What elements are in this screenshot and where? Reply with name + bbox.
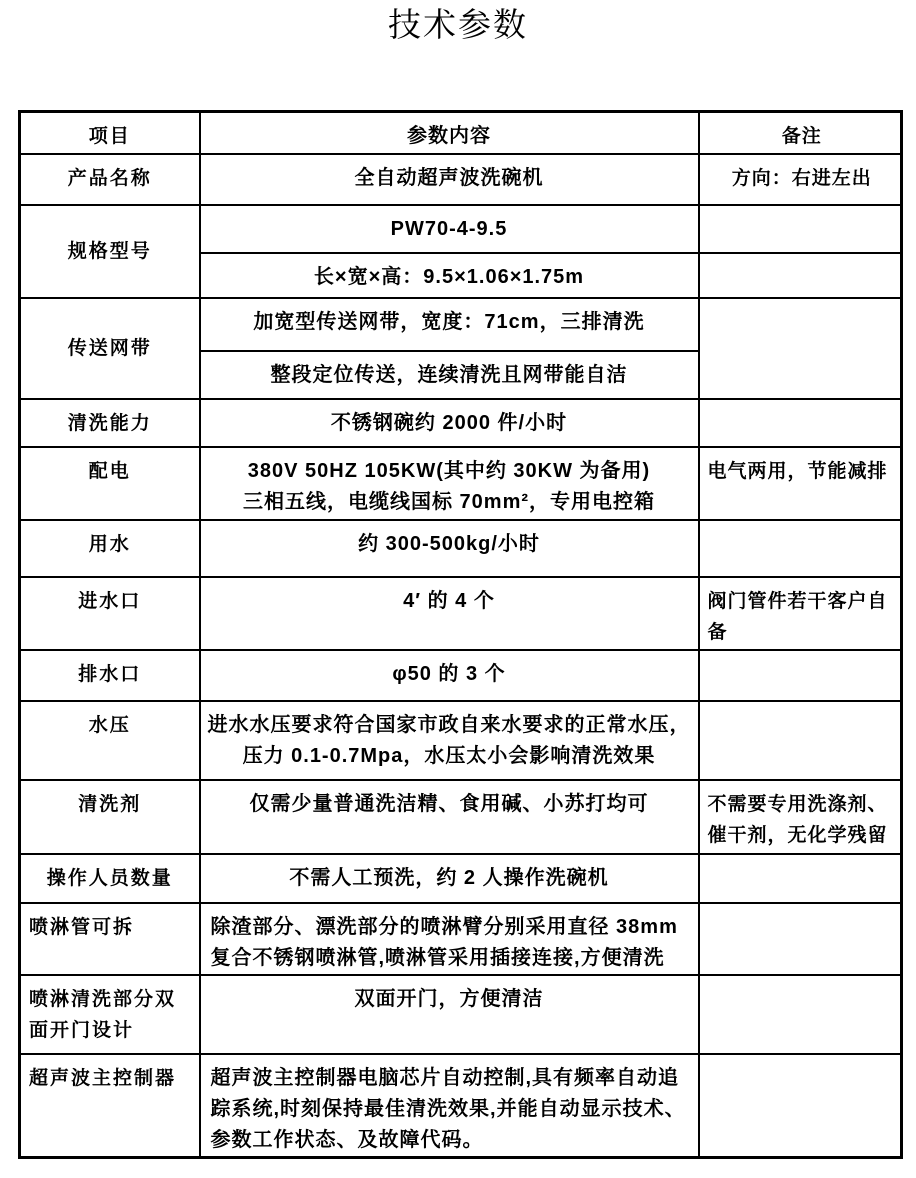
water-usage-note — [699, 520, 902, 577]
water-pressure-label: 水压 — [20, 701, 200, 780]
water-outlet-note — [699, 650, 902, 701]
product-name-value: 全自动超声波洗碗机 — [200, 154, 699, 205]
row-water-inlet — [20, 577, 902, 650]
header-params: 参数内容 — [200, 112, 699, 154]
double-door-label: 喷淋清洗部分双面开门设计 — [20, 975, 200, 1054]
row-water-outlet — [20, 650, 902, 701]
capacity-label: 清洗能力 — [20, 399, 200, 447]
water-usage-label: 用水 — [20, 520, 200, 577]
header-item: 项目 — [20, 112, 200, 154]
capacity-note — [699, 399, 902, 447]
belt-note — [699, 298, 902, 399]
capacity-value: 不锈钢碗约 2000 件/小时 — [200, 399, 699, 447]
model-note-1 — [699, 205, 902, 253]
detergent-note: 不需要专用洗涤剂、催干剂，无化学残留 — [699, 780, 902, 854]
spray-pipe-value: 除渣部分、漂洗部分的喷淋臂分别采用直径 38mm 复合不锈钢喷淋管,喷淋管采用插接连接,方便清洗 — [200, 903, 699, 975]
water-pressure-note — [699, 701, 902, 780]
header-row — [20, 112, 902, 154]
row-capacity — [20, 399, 902, 447]
ultrasonic-controller-value: 超声波主控制器电脑芯片自动控制,具有频率自动追踪系统,时刻保持最佳清洗效果,并能自动显示技术、参数工作状态、及故障代码。 — [200, 1054, 699, 1158]
double-door-note — [699, 975, 902, 1054]
model-label: 规格型号 — [20, 205, 200, 298]
row-power — [20, 447, 902, 520]
water-outlet-value: φ50 的 3 个 — [200, 650, 699, 701]
power-label: 配电 — [20, 447, 200, 520]
detergent-label: 清洗剂 — [20, 780, 200, 854]
model-value-1: PW70-4-9.5 — [200, 205, 699, 253]
power-note: 电气两用，节能减排 — [699, 447, 902, 520]
row-water-usage — [20, 520, 902, 577]
row-product-name — [20, 154, 902, 205]
operators-note — [699, 854, 902, 903]
page-title: 技术参数 — [388, 8, 528, 44]
header-notes: 备注 — [699, 112, 902, 154]
detergent-value: 仅需少量普通洗洁精、食用碱、小苏打均可 — [200, 780, 699, 854]
water-inlet-value: 4′ 的 4 个 — [200, 577, 699, 650]
spray-pipe-note — [699, 903, 902, 975]
row-water-pressure — [20, 701, 902, 780]
ultrasonic-controller-note — [699, 1054, 902, 1158]
belt-value-2: 整段定位传送，连续清洗且网带能自洁 — [200, 351, 699, 399]
power-value-line1: 380V 50HZ 105KW(其中约 30KW 为备用) — [247, 459, 651, 482]
row-detergent — [20, 780, 902, 854]
row-belt-1 — [20, 298, 902, 351]
power-value — [200, 447, 699, 520]
belt-value-1: 加宽型传送网带，宽度：71cm，三排清洗 — [200, 298, 699, 351]
row-spray-pipe — [20, 903, 902, 975]
row-double-door — [20, 975, 902, 1054]
water-outlet-label: 排水口 — [20, 650, 200, 701]
double-door-value: 双面开门，方便清洁 — [200, 975, 699, 1054]
product-name-label: 产品名称 — [20, 154, 200, 205]
spray-pipe-label: 喷淋管可拆 — [20, 903, 200, 975]
product-name-note: 方向：右进左出 — [699, 154, 902, 205]
spec-table — [18, 110, 903, 1159]
model-note-2 — [699, 253, 902, 298]
operators-value: 不需人工预洗，约 2 人操作洗碗机 — [200, 854, 699, 903]
water-inlet-label: 进水口 — [20, 577, 200, 650]
ultrasonic-controller-label: 超声波主控制器 — [20, 1054, 200, 1158]
water-pressure-value: 进水水压要求符合国家市政自来水要求的正常水压，压力 0.1-0.7Mpa，水压太小会影响清洗效果 — [200, 701, 699, 780]
power-value-line2: 三相五线，电缆线国标 70mm²，专用电控箱 — [242, 490, 656, 513]
water-usage-value: 约 300-500kg/小时 — [200, 520, 699, 577]
water-inlet-note: 阀门管件若干客户自备 — [699, 577, 902, 650]
belt-label: 传送网带 — [20, 298, 200, 399]
row-model-1 — [20, 205, 902, 253]
row-ultrasonic-controller — [20, 1054, 902, 1158]
row-operators — [20, 854, 902, 903]
model-value-2: 长×宽×高：9.5×1.06×1.75m — [200, 253, 699, 298]
operators-label: 操作人员数量 — [20, 854, 200, 903]
